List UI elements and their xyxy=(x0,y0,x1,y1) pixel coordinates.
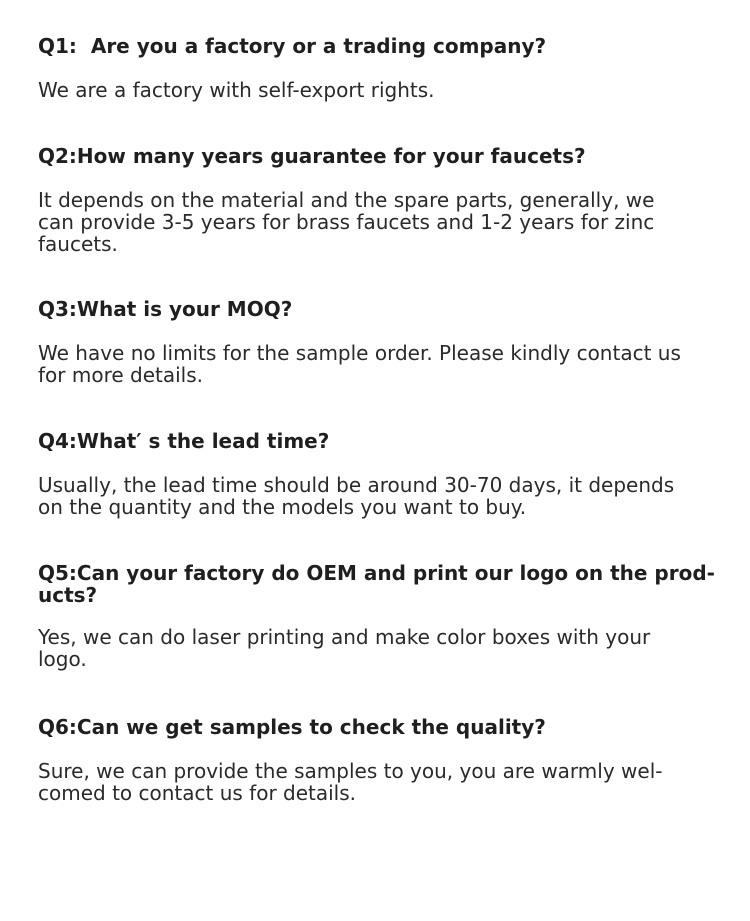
faq-question: Q1: Are you a factory or a trading company? xyxy=(38,34,547,58)
faq-answer: It depends on the material and the spare parts, generally, we can provide 3-5 years for brass faucets and 1-2 years for zinc faucets. xyxy=(38,188,655,256)
faq-question: Q6:Can we get samples to check the quality? xyxy=(38,715,546,739)
faq-question: Q4:What′ s the lead time? xyxy=(38,429,330,453)
faq-item xyxy=(38,716,718,804)
faq-item xyxy=(38,430,718,518)
faq-item xyxy=(38,145,718,255)
faq-answer: Sure, we can provide the samples to you, you are warmly wel- comed to contact us for details. xyxy=(38,759,663,805)
faq-answer: Usually, the lead time should be around 30-70 days, it depends on the quantity and the models you want to buy. xyxy=(38,473,675,519)
faq-item xyxy=(38,35,718,101)
faq-question: Q3:What is your MOQ? xyxy=(38,297,293,321)
faq-question: Q5:Can your factory do OEM and print our logo on the prod- ucts? xyxy=(38,561,715,607)
faq-answer: We have no limits for the sample order. Please kindly contact us for more details. xyxy=(38,341,681,387)
faq-answer: Yes, we can do laser printing and make color boxes with your logo. xyxy=(38,625,651,671)
faq-item xyxy=(38,562,718,670)
faq-question: Q2:How many years guarantee for your faucets? xyxy=(38,144,586,168)
faq-answer: We are a factory with self-export rights. xyxy=(38,78,435,102)
faq-item xyxy=(38,298,718,386)
